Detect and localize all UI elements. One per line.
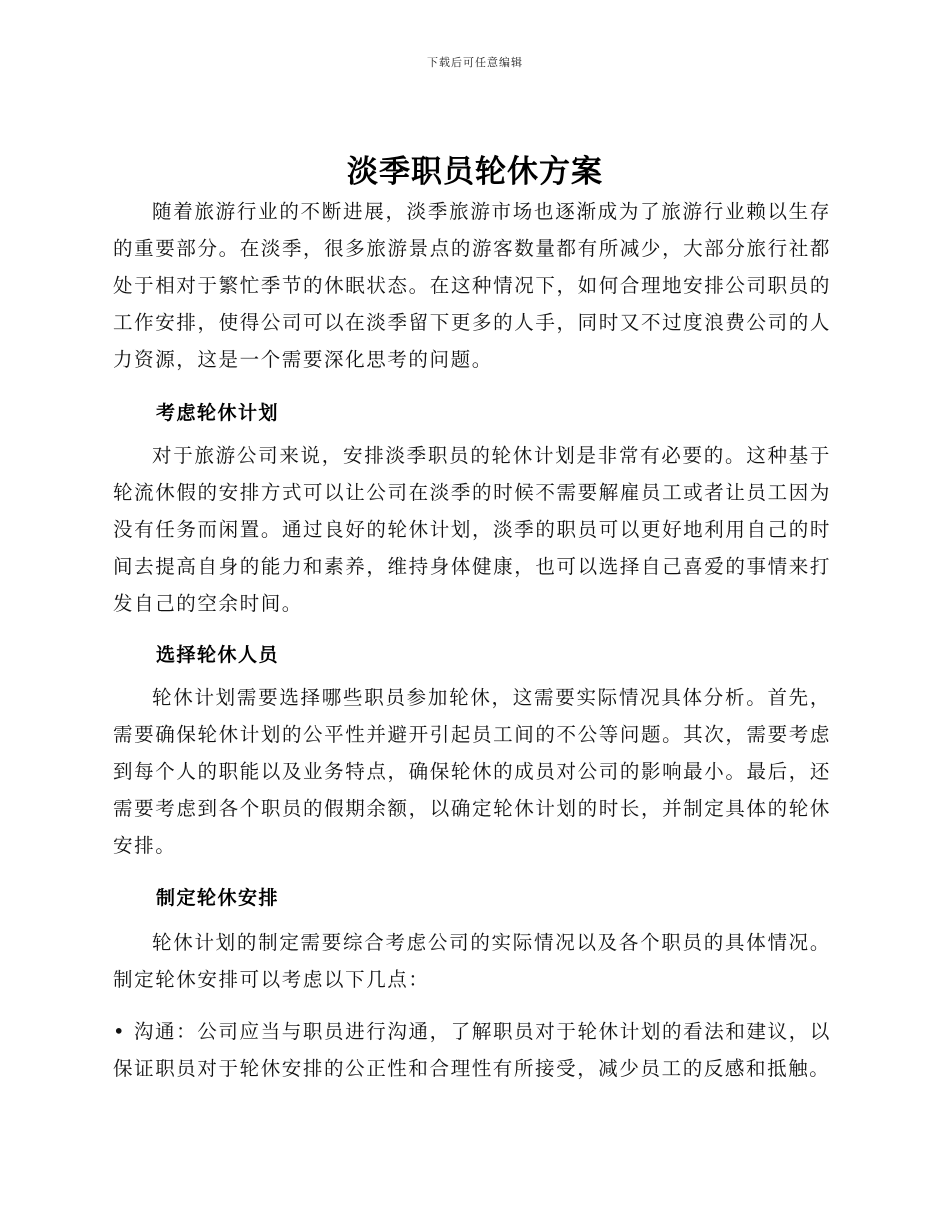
- section-heading-select: 选择轮休人员: [156, 644, 280, 666]
- document-title: 淡季职员轮休方案: [347, 154, 603, 190]
- section-block-schedule: [113, 924, 831, 998]
- section-heading-schedule: 制定轮休安排: [156, 887, 280, 909]
- intro-paragraph: 随着旅游行业的不断进展，淡季旅游市场也逐渐成为了旅游行业赖以生存的重要部分。在淡季，很多旅游景点的游客数量都有所减少，大部分旅行社都处于相对于繁忙季节的休眠状态。在这种情况下，如何合理地安排公司职员的工作安排，使得公司可以在淡季留下更多的人手，同时又不过度浪费公司的人力资源，这是一个需要深化思考的问题。: [113, 200, 831, 371]
- section-heading-plan: 考虑轮休计划: [156, 402, 280, 424]
- section-block-plan: [113, 437, 831, 622]
- header-note: 下载后可任意编辑: [427, 56, 523, 69]
- section-paragraph-plan: 对于旅游公司来说，安排淡季职员的轮休计划是非常有必要的。这种基于轮流休假的安排方式可以让公司在淡季的时候不需要解雇员工或者让员工因为没有任务而闲置。通过良好的轮休计划，淡季的职员可以更好地利用自己的时间去提高自身的能力和素养，维持身体健康，也可以选择自己喜爱的事情来打发自己的空余时间。: [113, 444, 831, 615]
- section-paragraph-select: 轮休计划需要选择哪些职员参加轮休，这需要实际情况具体分析。首先，需要确保轮休计划的公平性并避开引起员工间的不公等问题。其次，需要考虑到每个人的职能以及业务特点，确保轮休的成员对公司的影响最小。最后，还需要考虑到各个职员的假期余额，以确定轮休计划的时长，并制定具体的轮休安排。: [113, 686, 831, 857]
- intro-block: [113, 193, 831, 378]
- bullet-item-communication: • 沟通：公司应当与职员进行沟通，了解职员对于轮休计划的看法和建议，以保证职员对于轮休安排的公正性和合理性有所接受，减少员工的反感和抵触。: [113, 1020, 831, 1080]
- section-block-select: [113, 679, 831, 864]
- bullet-block: [113, 1013, 831, 1087]
- section-paragraph-schedule: 轮休计划的制定需要综合考虑公司的实际情况以及各个职员的具体情况。制定轮休安排可以考虑以下几点：: [113, 931, 831, 991]
